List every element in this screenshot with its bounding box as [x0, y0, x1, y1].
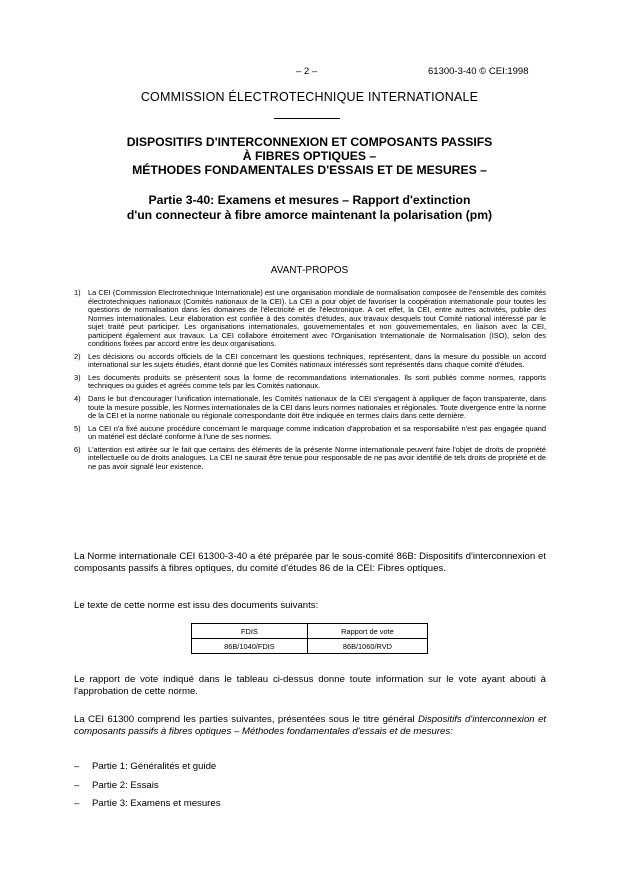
table-header-cell: FDIS: [192, 624, 308, 639]
list-dash: –: [74, 779, 80, 791]
note-text: Dans le but d'encourager l'unification internationale, les Comités nationaux de la CEI s'engagent à appliquer de façon transparente, dans toute la mesure possible, les Normes internationales de la CEI dans leurs normes nationales et régionales. Toute divergence entre la norme de la CEI et la norme nationale ou régionale correspondante doit être indiquée en termes clairs dans cette dernière.: [88, 394, 546, 421]
table-cell: 86B/1060/RVD: [307, 639, 427, 654]
part-label: Partie 1: Généralités et guide: [92, 761, 217, 772]
part-title: [60, 193, 559, 223]
part-label: Partie 3: Examens et mesures: [92, 798, 221, 809]
commission-heading: COMMISSION ÉLECTROTECHNIQUE INTERNATIONALE: [140, 90, 479, 104]
note-number: 4): [74, 394, 81, 404]
title-line-3: MÉTHODES FONDAMENTALES D'ESSAIS ET DE MESURES –: [132, 163, 487, 177]
document-title: [60, 135, 559, 177]
note-text: La CEI (Commission Electrotechnique Internationale) est une organisation mondiale de normalisation composée de l'ensemble des comités électrotechniques nationaux (Comités nationaux de la CEI). La CEI a pour objet de favoriser la coopération internationale pour toutes les questions de normalisation dans les domaines de l'électricité et de l'électronique. A cet effet, la CEI, entre autres activités, publie des Normes internationales. Leur élaboration est confiée à des comités d'études, aux travaux desquels tout Comité national intéressé par le sujet traité peut participer. Les organisations internationales, gouvernementales et non gouvernementales, en liaison avec la CEI, participent également aux travaux. La CEI collabore étroitement avec l'Organisation Internationale de Normalisation (ISO), selon des conditions fixées par accord entre les deux organisations.: [88, 288, 546, 349]
foreword-note: [74, 395, 546, 421]
table-cell: 86B/1040/FDIS: [192, 639, 308, 654]
table-header-row: [192, 624, 428, 639]
series-intro-text: La CEI 61300 comprend les parties suivantes, présentées sous le titre général: [74, 714, 418, 725]
foreword-note: [74, 374, 546, 391]
page-number: – 2 –: [296, 66, 318, 77]
foreword-note: [74, 353, 546, 370]
list-item: [74, 780, 221, 799]
list-dash: –: [74, 761, 80, 772]
foreword-note: [74, 425, 546, 442]
source-documents-paragraph: Le texte de cette norme est issu des documents suivants:: [74, 600, 319, 611]
series-title-italic: Dispositifs d'interconnexion et composants passifs à fibres optiques – Méthodes fondamentales d'essais et de mesures:: [74, 714, 546, 737]
note-number: 2): [74, 351, 81, 361]
list-item: [74, 798, 221, 817]
part-label: Partie 2: Essais: [92, 779, 159, 791]
avant-propos-heading: AVANT-PROPOS: [270, 265, 349, 276]
note-text: Les documents produits se présentent sous la forme de recommandations internationales. Ils sont publiés comme normes, rapports techniques ou guides et agréés comme tels par les Comités nationaux.: [88, 372, 546, 391]
title-line-2: À FIBRES OPTIQUES –: [242, 149, 377, 163]
voting-report-paragraph: Le rapport de vote indiqué dans le tableau ci-dessus donne toute information sur le vote ayant abouti à l'approbation de cette norme.: [74, 674, 546, 697]
preparation-paragraph: La Norme internationale CEI 61300-3-40 a été préparée par le sous-comité 86B: Dispositifs d'interconnexion et composants passifs à fibres optiques, du comité d'études 86 de la CEI: Fibres optiques.: [74, 551, 546, 574]
list-item: [74, 761, 221, 780]
title-divider: [274, 118, 340, 119]
voting-documents-table: [191, 623, 428, 654]
foreword-notes: [74, 289, 546, 475]
note-number: 5): [74, 423, 81, 433]
table-header-cell: Rapport de vote: [307, 624, 427, 639]
note-number: 1): [74, 288, 81, 297]
foreword-note: [74, 289, 546, 349]
document-reference: 61300-3-40 © CEI:1998: [428, 66, 529, 77]
foreword-note: [74, 446, 546, 472]
title-line-1: DISPOSITIFS D'INTERCONNEXION ET COMPOSANTS PASSIFS: [126, 135, 493, 149]
table-row: [192, 639, 428, 654]
note-text: L'attention est attirée sur le fait que certains des éléments de la présente Norme internationale peuvent faire l'objet de droits de propriété intellectuelle ou de droits analogues. La CEI ne saurait être tenue pour responsable de ne pas avoir identifié de tels droits de propriété et de ne pas avoir signalé leur existence.: [88, 444, 546, 471]
series-parts-paragraph: [74, 714, 546, 737]
note-text: Les décisions ou accords officiels de la CEI concernant les questions techniques, représentent, dans la mesure du possible un accord international sur les sujets étudiés, étant donné que les Comités nationaux intéressés sont représentés dans chaque comité d'études.: [88, 351, 546, 370]
note-number: 6): [74, 444, 81, 454]
parts-list: [74, 761, 221, 817]
part-title-line-1: Partie 3-40: Examens et mesures – Rapport d'extinction: [148, 193, 471, 207]
part-title-line-2: d'un connecteur à fibre amorce maintenant la polarisation (pm): [126, 208, 493, 222]
note-number: 3): [74, 372, 81, 382]
list-dash: –: [74, 798, 80, 809]
note-text: La CEI n'a fixé aucune procédure concernant le marquage comme indication d'approbation et sa responsabilité n'est pas engagée quand un matériel est déclaré conforme à l'une de ses normes.: [88, 423, 546, 442]
